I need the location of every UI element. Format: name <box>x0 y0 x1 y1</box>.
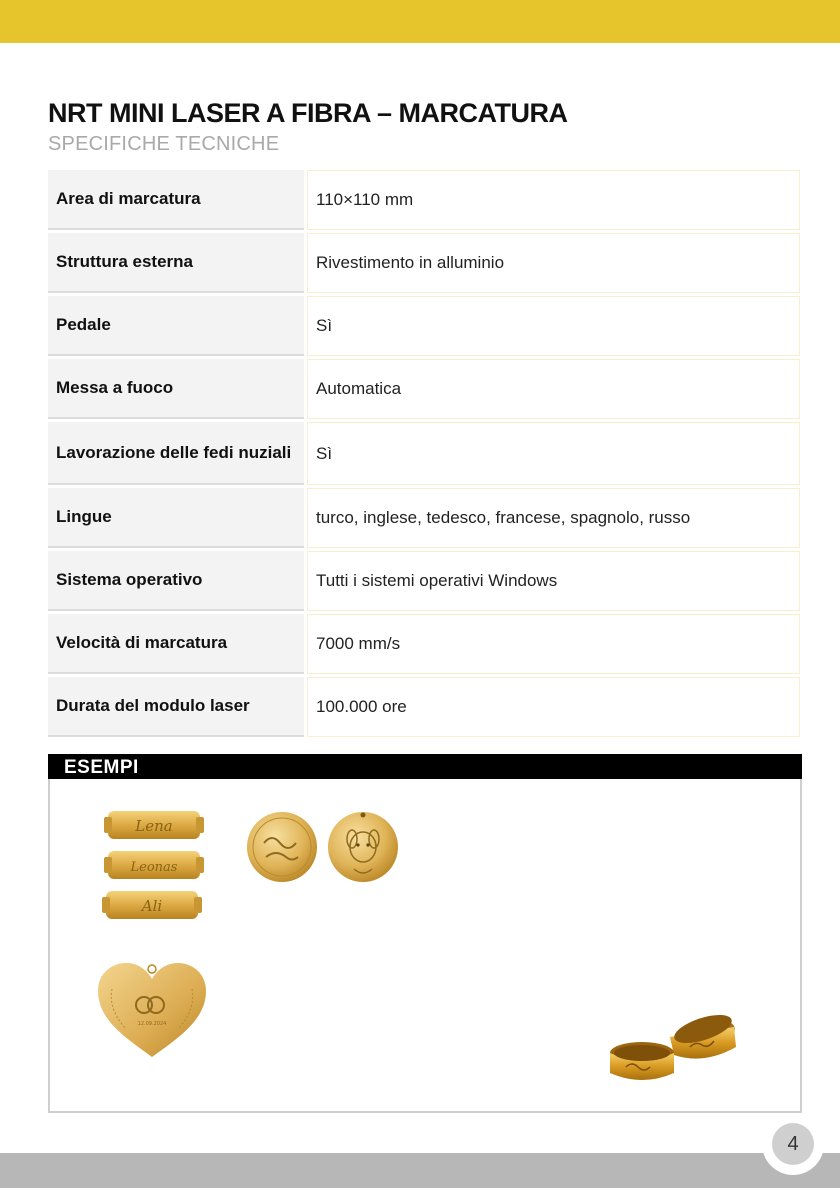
spec-value: 7000 mm/s <box>307 614 800 674</box>
spec-label: Struttura esterna <box>48 233 304 293</box>
tag-name-text: Lena <box>135 817 173 835</box>
spec-value: Rivestimento in alluminio <box>307 233 800 293</box>
spec-value: Sì <box>307 422 800 485</box>
spec-row <box>48 551 800 611</box>
spec-value: 100.000 ore <box>307 677 800 737</box>
round-pendants-image <box>242 809 404 889</box>
spec-label: Velocità di marcatura <box>48 614 304 674</box>
spec-row <box>48 359 800 419</box>
page-number: 4 <box>772 1123 814 1165</box>
spec-row <box>48 422 800 485</box>
page-subtitle: SPECIFICHE TECNICHE <box>48 133 280 155</box>
spec-value: Automatica <box>307 359 800 419</box>
examples-heading: ESEMPI <box>48 754 802 779</box>
spec-label: Lingue <box>48 488 304 548</box>
top-accent-band <box>0 0 840 43</box>
spec-row <box>48 614 800 674</box>
wedding-rings-image <box>606 1007 738 1085</box>
footer-band <box>0 1153 840 1188</box>
heart-pendant-image <box>94 959 210 1061</box>
spec-row <box>48 233 800 293</box>
spec-label: Durata del modulo laser <box>48 677 304 737</box>
page-title: NRT MINI LASER A FIBRA – MARCATURA <box>48 98 568 128</box>
spec-value: turco, inglese, tedesco, francese, spagnolo, russo <box>307 488 800 548</box>
examples-gallery <box>48 779 802 1113</box>
spec-value: 110×110 mm <box>307 170 800 230</box>
heart-date-text: 12.09.2024 <box>137 1021 167 1027</box>
spec-label: Lavorazione delle fedi nuziali <box>48 422 304 485</box>
engraved-bracelet-tags-image <box>100 805 210 925</box>
spec-table <box>48 170 800 740</box>
spec-label: Area di marcatura <box>48 170 304 230</box>
spec-row <box>48 296 800 356</box>
spec-value: Sì <box>307 296 800 356</box>
spec-label: Messa a fuoco <box>48 359 304 419</box>
tag-name-text: Ali <box>141 897 163 915</box>
spec-row <box>48 170 800 230</box>
spec-value: Tutti i sistemi operativi Windows <box>307 551 800 611</box>
spec-row <box>48 488 800 548</box>
spec-label: Sistema operativo <box>48 551 304 611</box>
spec-label: Pedale <box>48 296 304 356</box>
spec-row <box>48 677 800 737</box>
tag-name-text: Leonas <box>130 860 178 875</box>
